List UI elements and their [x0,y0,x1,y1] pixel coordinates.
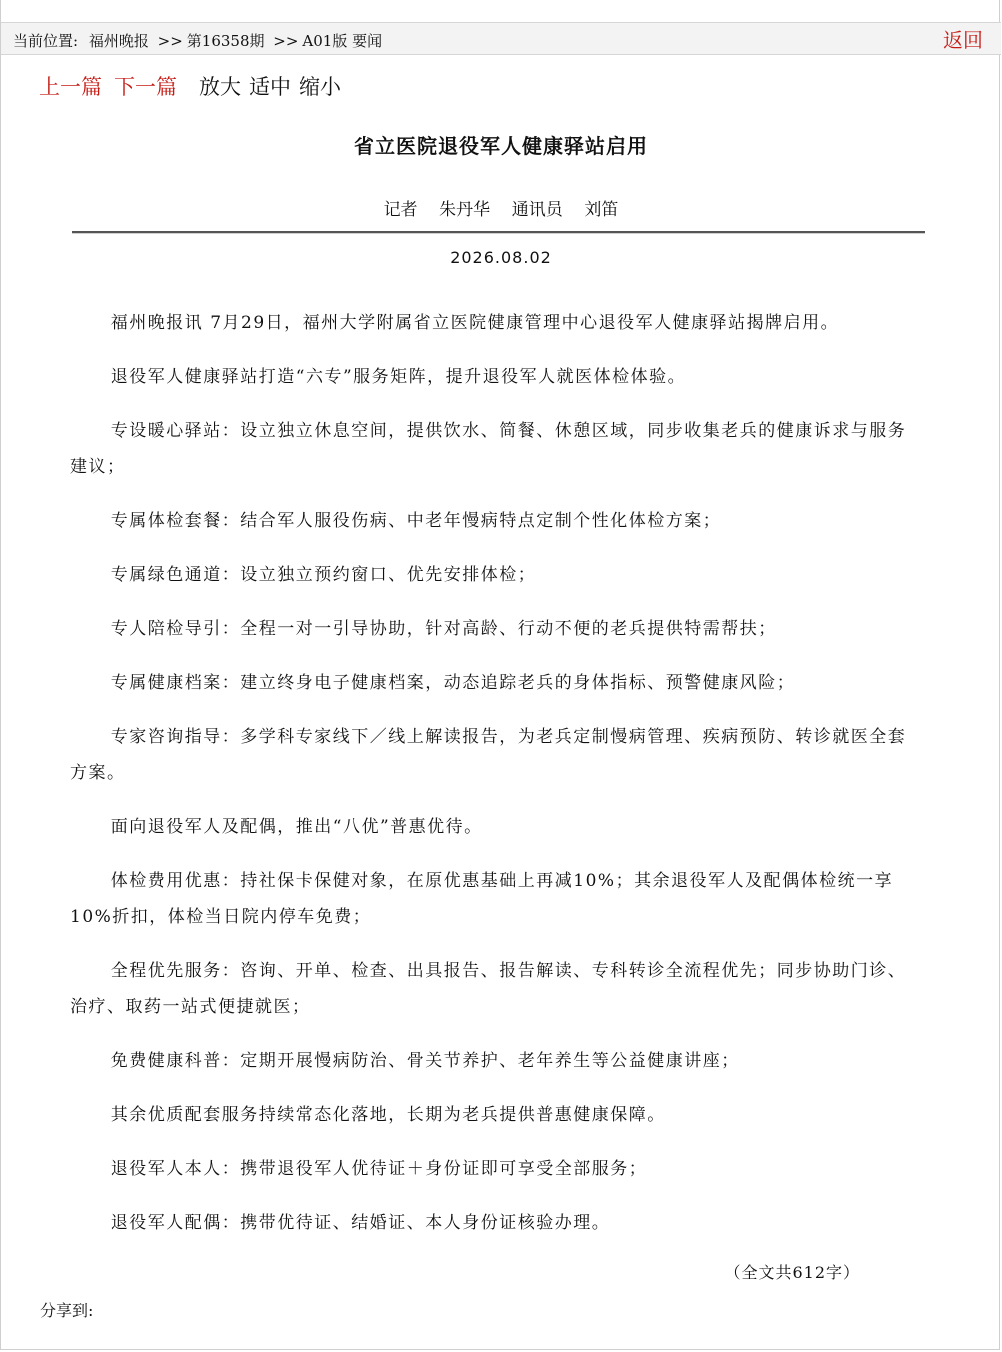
article-paragraph: 退役军人健康驿站打造“六专”服务矩阵，提升退役军人就医体检体验。 [110,367,687,387]
breadcrumb-separator: >> [273,32,299,50]
share-label: 分享到: [40,1301,94,1320]
next-article-link[interactable]: 下一篇 [114,75,177,99]
article-paragraph: 体检费用优惠：持社保卡保健对象，在原优惠基础上再减10%；其余退役军人及配偶体检统一享10%折扣，体检当日院内停车免费； [70,871,894,927]
location-bar [1,22,1001,55]
article-paragraph: 面向退役军人及配偶，推出“八优”普惠优待。 [110,817,483,837]
article-paragraph: 其余优质配套服务持续常态化落地，长期为老兵提供普惠健康保障。 [110,1105,666,1125]
breadcrumb-prefix: 当前位置: [13,32,79,50]
article-paragraph: 专属体检套餐：结合军人服役伤病、中老年慢病特点定制个性化体检方案； [110,511,722,531]
back-link[interactable]: 返回 [943,28,983,52]
article-title: 省立医院退役军人健康驿站启用 [354,134,648,158]
breadcrumb-issue[interactable]: 第16358期 [186,32,265,50]
article-byline: 记者 朱丹华 通讯员 刘笛 [383,200,619,220]
article-paragraph: 退役军人配偶：携带优待证、结婚证、本人身份证核验办理。 [110,1213,611,1233]
breadcrumb [13,32,382,50]
breadcrumb-separator: >> [157,32,183,50]
article-paragraph: 专家咨询指导：多学科专家线下／线上解读报告，为老兵定制慢病管理、疾病预防、转诊就医全套方案。 [70,727,907,783]
article-date: 2026.08.02 [450,248,552,267]
article-toolbar [39,73,341,101]
zoom-out-link[interactable]: 缩小 [299,75,341,99]
breadcrumb-page[interactable]: A01版 要闻 [302,32,383,50]
zoom-normal-link[interactable]: 适中 [249,75,291,99]
title-divider [72,231,925,233]
article-paragraph: 专属健康档案：建立终身电子健康档案，动态追踪老兵的身体指标、预警健康风险； [110,673,796,693]
word-count: （全文共612字） [724,1263,860,1282]
article-paragraph: 免费健康科普：定期开展慢病防治、骨关节养护、老年养生等公益健康讲座； [110,1051,740,1071]
article-paragraph: 专人陪检导引：全程一对一引导协助，针对高龄、行动不便的老兵提供特需帮扶； [110,619,777,639]
article-paragraph: 全程优先服务：咨询、开单、检查、出具报告、报告解读、专科转诊全流程优先；同步协助门诊、治疗、取药一站式便捷就医； [70,961,907,1017]
prev-article-link[interactable]: 上一篇 [39,75,102,99]
article-paragraph: 专属绿色通道：设立独立预约窗口、优先安排体检； [110,565,537,585]
article-paragraph: 福州晚报讯 7月29日，福州大学附属省立医院健康管理中心退役军人健康驿站揭牌启用。 [110,313,840,333]
article-body [70,305,912,1241]
breadcrumb-paper[interactable]: 福州晚报 [88,32,149,50]
zoom-in-link[interactable]: 放大 [199,75,241,99]
article-paragraph: 专设暖心驿站：设立独立休息空间，提供饮水、简餐、休憩区域，同步收集老兵的健康诉求与服务建议； [70,421,907,477]
article-paragraph: 退役军人本人：携带退役军人优待证＋身份证即可享受全部服务； [110,1159,648,1179]
